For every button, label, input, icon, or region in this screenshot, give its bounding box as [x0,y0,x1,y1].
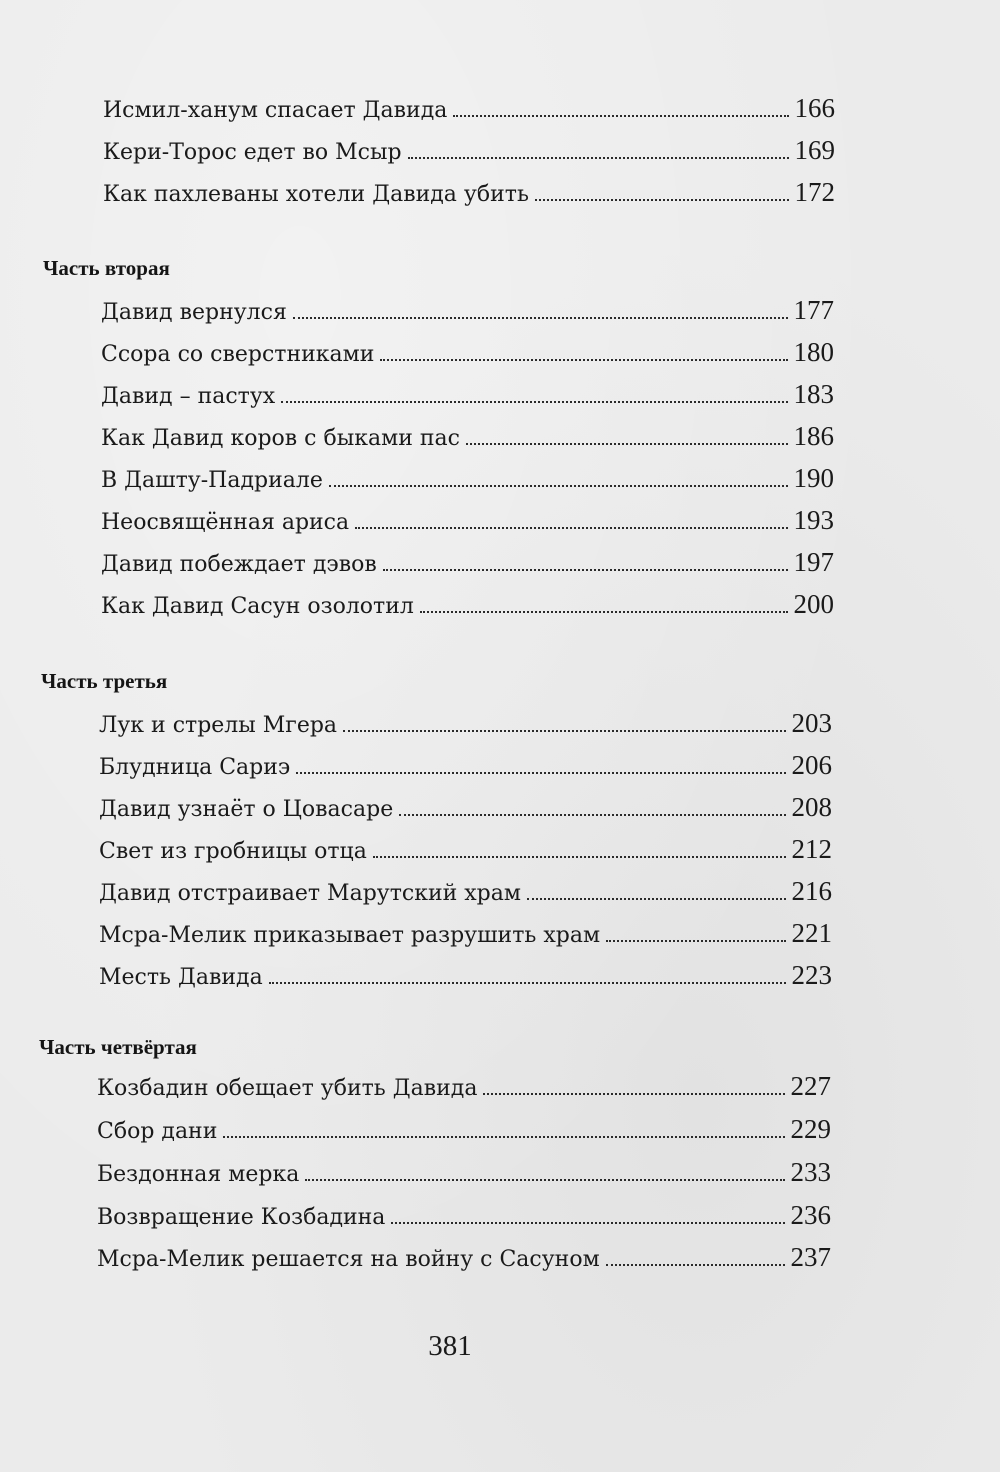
toc-entry [101,463,834,499]
dot-leader [606,1244,785,1266]
toc-entry-title: Давид отстраивает Марутский храм [99,881,521,906]
section-heading-part-two: Часть вторая [43,256,170,280]
toc-entry [97,1114,831,1150]
dot-leader [380,339,787,361]
dot-leader [606,920,785,942]
toc-entry-page: 229 [790,1114,831,1144]
toc-entry-title: Давид вернулся [101,300,287,325]
dot-leader [535,179,789,201]
toc-entry [97,1157,831,1193]
dot-leader [305,1159,784,1181]
toc-entry-page: 180 [793,337,834,367]
toc-entry-title: Давид узнаёт о Цовасаре [99,797,394,822]
dot-leader [383,549,788,571]
toc-entry-title: Как Давид Сасун озолотил [101,594,414,619]
toc-entry-title: Как Давид коров с быками пас [101,426,460,451]
toc-entry [101,421,834,457]
toc-entry-title: Исмил-ханум спасает Давида [103,98,448,123]
toc-entry [101,337,834,373]
toc-entry [101,547,834,583]
dot-leader [329,465,788,487]
toc-entry-page: 236 [790,1200,831,1230]
toc-entry-page: 223 [791,960,832,990]
toc-entry-title: Давид побеждает дэвов [101,552,377,577]
dot-leader [483,1073,784,1095]
toc-entry-title: Бездонная мерка [97,1162,300,1187]
toc-entry-title: Давид – пастух [101,384,276,409]
toc-entry-page: 237 [790,1242,831,1272]
toc-entry [101,505,834,541]
toc-entry [97,1242,831,1278]
dot-leader [296,752,785,774]
toc-entry-page: 169 [794,135,835,165]
toc-entry-page: 233 [790,1157,831,1187]
toc-entry-title: Козбадин обещает убить Давида [97,1076,478,1101]
toc-entry [103,93,835,129]
dot-leader [355,507,787,529]
toc-entry-page: 216 [791,876,832,906]
dot-leader [453,95,788,117]
toc-entry-page: 221 [791,918,832,948]
dot-leader [391,1202,784,1224]
dot-leader [399,794,785,816]
dot-leader [408,137,789,159]
toc-entry-title: Возвращение Козбадина [97,1205,386,1230]
toc-entry-title: Ссора со сверстниками [101,342,375,367]
dot-leader [269,962,786,984]
toc-entry-title: Как пахлеваны хотели Давида убить [103,182,529,207]
dot-leader [420,591,788,613]
dot-leader [223,1116,784,1138]
toc-entry [101,295,834,331]
toc-entry-title: Месть Давида [99,965,263,990]
toc-entry [99,792,832,828]
toc-entry [103,177,835,213]
toc-entry [97,1200,831,1236]
toc-entry-title: Свет из гробницы отца [99,839,367,864]
dot-leader [527,878,786,900]
section-heading-part-four: Часть четвёртая [39,1035,197,1059]
dot-leader [373,836,786,858]
toc-entry [99,918,832,954]
toc-entry-page: 212 [791,834,832,864]
toc-entry [101,589,834,625]
toc-entry [99,708,832,744]
toc-entry-page: 177 [793,295,834,325]
toc-entry-page: 197 [793,547,834,577]
toc-entry-title: Неосвящённая ариса [101,510,350,535]
toc-entry-page: 193 [793,505,834,535]
dot-leader [293,297,788,319]
toc-entry-page: 186 [793,421,834,451]
toc-entry [99,834,832,870]
dot-leader [281,381,787,403]
toc-entry [99,750,832,786]
toc-entry-title: В Дашту-Падриале [101,468,323,493]
toc-entry [103,135,835,171]
section-heading-part-three: Часть третья [41,669,168,693]
toc-entry-page: 183 [793,379,834,409]
toc-entry-page: 208 [791,792,832,822]
toc-entry-title: Блудница Сариэ [99,755,291,780]
page-number: 381 [428,1330,472,1362]
toc-entry-title: Лук и стрелы Мгера [99,713,338,738]
toc-entry-title: Кери-Торос едет во Мсыр [103,140,402,165]
toc-entry-page: 190 [793,463,834,493]
toc-entry-page: 206 [791,750,832,780]
toc-entry [99,876,832,912]
toc-entry-page: 200 [793,589,834,619]
toc-entry-title: Мсра-Мелик приказывает разрушить храм [99,923,601,948]
toc-entry-title: Мсра-Мелик решается на войну с Сасуном [97,1247,600,1272]
toc-entry-page: 172 [794,177,835,207]
toc-entry-page: 203 [791,708,832,738]
toc-entry [101,379,834,415]
toc-entry [97,1071,831,1107]
toc-entry-page: 227 [790,1071,831,1101]
dot-leader [466,423,788,445]
dot-leader [343,710,785,732]
toc-entry-page: 166 [794,93,835,123]
toc-entry-title: Сбор дани [97,1119,218,1144]
toc-entry [99,960,832,996]
